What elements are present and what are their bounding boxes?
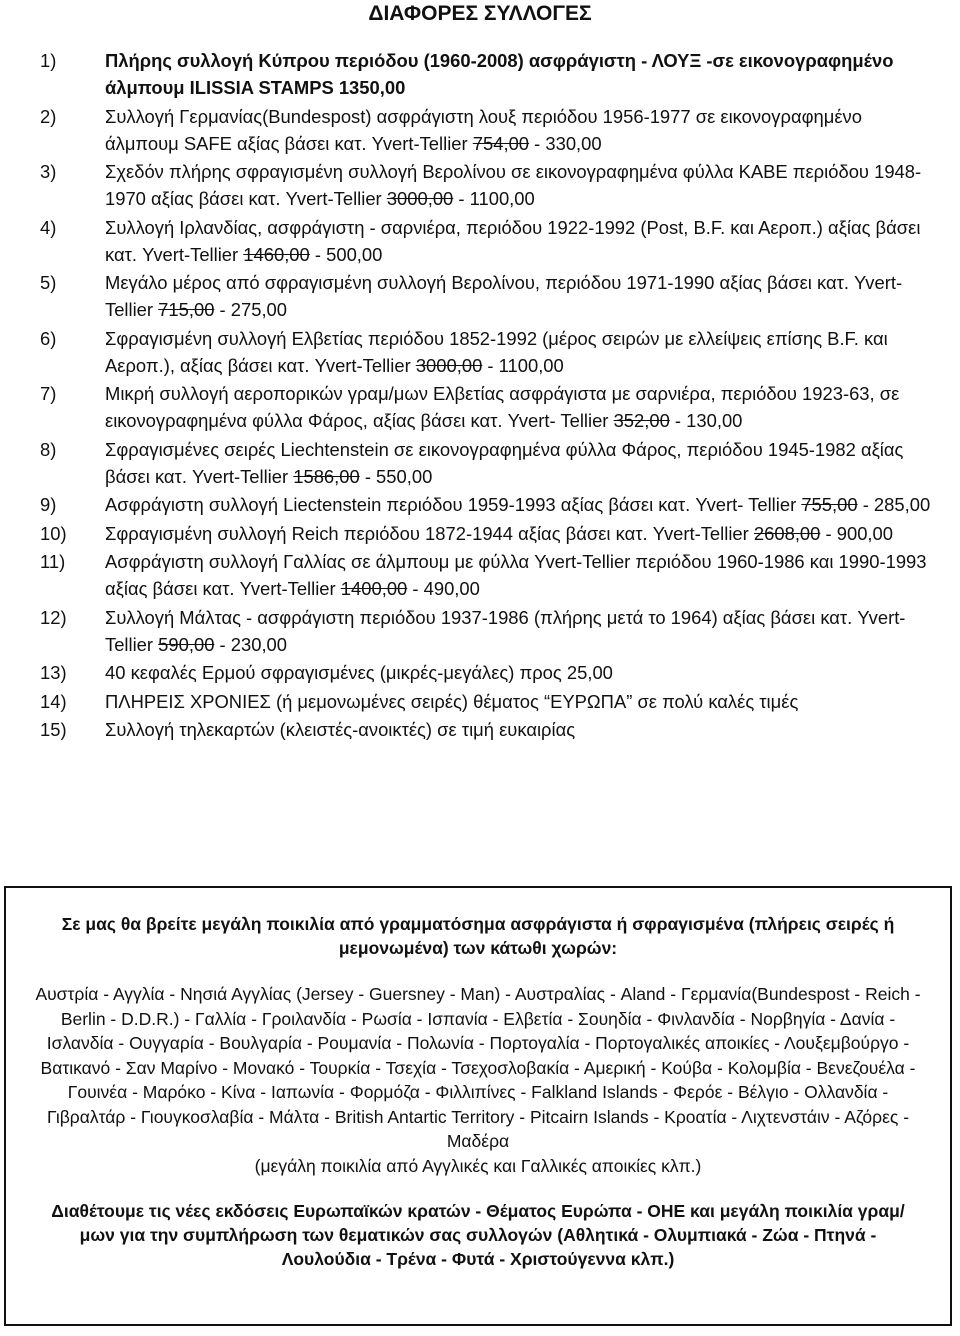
new-price: - 1100,00 [482, 354, 564, 376]
item-number: 11) [40, 551, 66, 572]
list-item [40, 659, 935, 686]
item-number: 9) [40, 494, 57, 515]
old-price: 1460,00 [243, 243, 310, 265]
list-item [40, 103, 935, 157]
item-text: Μεγάλο μέρος από σφραγισμένη συλλογή Βερολίνου, περιόδου 1971-1990 αξίας βάσει κατ. Yvert-Tellier [105, 272, 903, 320]
info-box [4, 886, 952, 1326]
item-number: 1) [40, 50, 57, 71]
new-price: - 230,00 [214, 633, 288, 655]
new-price: - 500,00 [309, 243, 383, 265]
item-number: 12) [40, 606, 67, 628]
item-number: 6) [40, 327, 57, 349]
countries-note: (μεγάλη ποικιλία από Αγγλικές και Γαλλικές αποικίες κλπ.) [254, 1155, 702, 1176]
list-item [40, 47, 935, 101]
list-item [40, 520, 935, 547]
item-number: 7) [40, 383, 57, 404]
old-price: 2608,00 [753, 522, 821, 544]
list-item [40, 436, 935, 490]
item-number: 3) [40, 161, 57, 182]
list-item [40, 214, 935, 268]
new-price: - 900,00 [820, 522, 893, 544]
old-price: 1400,00 [340, 578, 408, 599]
new-price: - 1100,00 [453, 188, 535, 209]
old-price: 1586,00 [293, 465, 360, 487]
old-price: 590,00 [158, 633, 215, 655]
list-item [40, 491, 935, 518]
countries-paragraph [30, 982, 926, 1178]
list-item [40, 158, 935, 212]
item-text: ΠΛΗΡΕΙΣ ΧΡΟΝΙΕΣ (ή μεμονωμένες σειρές) θέματος “ΕΥΡΩΠΑ” σε πολύ καλές τιμές [105, 690, 799, 712]
list-item [40, 688, 935, 715]
item-text: Ασφράγιστη συλλογή Γαλλίας σε άλμπουμ με φύλλα Yvert-Tellier περιόδου 1960-1986 και 1990-1993 αξίας βάσει κατ. Yvert-Tellier [105, 551, 927, 599]
new-price: - 275,00 [214, 299, 288, 320]
old-price: 352,00 [613, 410, 670, 431]
list-item [40, 604, 935, 658]
item-text: Σχεδόν πλήρης σφραγισμένη συλλογή Βερολίνου σε εικονογραφημένα φύλλα ΚΑΒΕ περιόδου 1948-1970 αξίας βάσει κατ. Yvert-Tellier [105, 161, 922, 209]
item-text: Σφραγισμένη συλλογή Ελβετίας περιόδου 1852-1992 (μέρος σειρών με ελλείψεις επίσης B.F. και Αεροπ.), αξίας βάσει κατ. Yvert-Tellier [105, 327, 888, 376]
list-item [40, 716, 935, 743]
list-item [40, 548, 935, 602]
new-price: - 490,00 [407, 578, 480, 599]
old-price: 715,00 [158, 299, 215, 320]
item-number: 10) [40, 522, 67, 544]
old-price: 3000,00 [415, 354, 483, 376]
old-price: 754,00 [472, 132, 530, 154]
collections-list [40, 47, 935, 745]
item-number: 2) [40, 105, 57, 127]
item-number: 15) [40, 719, 67, 740]
item-text: Συλλογή Γερμανίας(Bundespost) ασφράγιστη λουξ περιόδου 1956-1977 σε εικονογραφημένο άλμπουμ SAFE αξίας βάσει κατ. Yvert-Tellier [105, 105, 862, 154]
item-text: Σφραγισμένες σειρές Liechtenstein σε εικονογραφημένα φύλλα Φάρος, περιόδου 1945-1982 αξίας βάσει κατ. Yvert-Tellier [105, 438, 904, 487]
item-text: Πλήρης συλλογή Κύπρου περιόδου (1960-2008) ασφράγιστη - ΛΟΥΞ -σε εικονογραφημένο άλμπουμ ILISSIA STAMPS 1350,00 [105, 50, 894, 98]
page-title: ΔΙΑΦΟΡΕΣ ΣΥΛΛΟΓΕΣ [368, 2, 592, 25]
item-text: Μικρή συλλογή αεροπορικών γραμ/μων Ελβετίας ασφράγιστα με σαρνιέρα, περιόδου 1923-63, σε εικονογραφημένα φύλλα Φάρος, αξίας βάσει κατ. Yvert- Tellier [105, 383, 900, 431]
new-price: - 550,00 [359, 465, 433, 487]
item-text: Ασφράγιστη συλλογή Liectenstein περιόδου 1959-1993 αξίας βάσει κατ. Yvert- Tellier [105, 494, 797, 515]
item-text: 40 κεφαλές Ερμού σφραγισμένες (μικρές-μεγάλες) προς 25,00 [105, 662, 613, 683]
item-number: 14) [40, 690, 67, 712]
item-number: 13) [40, 662, 67, 683]
new-price: - 130,00 [669, 410, 743, 431]
list-item [40, 269, 935, 323]
list-item [40, 380, 935, 434]
new-price: - 330,00 [529, 132, 602, 154]
item-text: Συλλογή Ιρλανδίας, ασφράγιστη - σαρνιέρα, περιόδου 1922-1992 (Post, B.F. και Αεροπ.) αξίας βάσει κατ. Yvert-Tellier [105, 216, 921, 265]
item-text: Σφραγισμένη συλλογή Reich περιόδου 1872-1944 αξίας βάσει κατ. Yvert-Tellier [105, 522, 749, 544]
item-number: 4) [40, 216, 57, 238]
box-heading: Σε μας θα βρείτε μεγάλη ποικιλία από γραμματόσημα ασφράγιστα ή σφραγισμένα (πλήρεις σειρές ή μεμονωμένα) των κάτωθι χωρών: [61, 914, 895, 958]
item-number: 5) [40, 272, 57, 293]
old-price: 755,00 [801, 494, 858, 515]
countries-list: Αυστρία - Αγγλία - Νησιά Αγγλίας (Jersey - Guersney - Man) - Αυστραλίας - Aland - Γερμανία(Bundespost - Reich - Berlin - D.D.R.) - Γαλλία - Γροιλανδία - Ρωσία - Ισπανία - Ελβετία - Σουηδία - Φινλανδία - Νορβηγία - Δανία - Ισλανδία - Ουγγαρία - Βουλγαρία - Ρουμανία - Πολωνία - Πορτογαλία - Πορτογαλικές αποικίες - Λουξεμβούργο - Βατικανό - Σαν Μαρίνο - Μονακό - Τουρκία - Τσεχία - Τσεχοσλοβακία - Αμερική - Κούβα - Κολομβία - Βενεζουέλα - Γουινέα - Μαρόκο - Κίνα - Ιαπωνία - Φορμόζα - Φιλλιπίνες - Falkland Islands - Φερόε - Βέλγιο - Ολλανδία - Γιβραλτάρ - Γιουγκοσλαβία - Μάλτα - British Antartic Territory - Pitcairn Islands - Κροατία - Λιχτενστάιν - Αζόρες - Μαδέρα [35, 984, 921, 1151]
box-footer: Διαθέτουμε τις νέες εκδόσεις Ευρωπαϊκών κρατών - Θέματος Ευρώπα - ΟΗΕ και μεγάλη ποικιλία γραμ/μων για την συμπλήρωση των θεματικών σας συλλογών (Αθλητικά - Ολυμπιακά - Ζώα - Πτηνά - Λουλούδια - Τρένα - Φυτά - Χριστούγεννα κλπ.) [51, 1201, 905, 1269]
item-text: Συλλογή Μάλτας - ασφράγιστη περιόδου 1937-1986 (πλήρης μετά το 1964) αξίας βάσει κατ. Yvert-Tellier [105, 606, 906, 655]
new-price: - 285,00 [857, 494, 931, 515]
list-item [40, 325, 935, 379]
item-text: Συλλογή τηλεκαρτών (κλειστές-ανοικτές) σε τιμή ευκαιρίας [105, 719, 576, 740]
old-price: 3000,00 [386, 188, 454, 209]
item-number: 8) [40, 438, 57, 460]
